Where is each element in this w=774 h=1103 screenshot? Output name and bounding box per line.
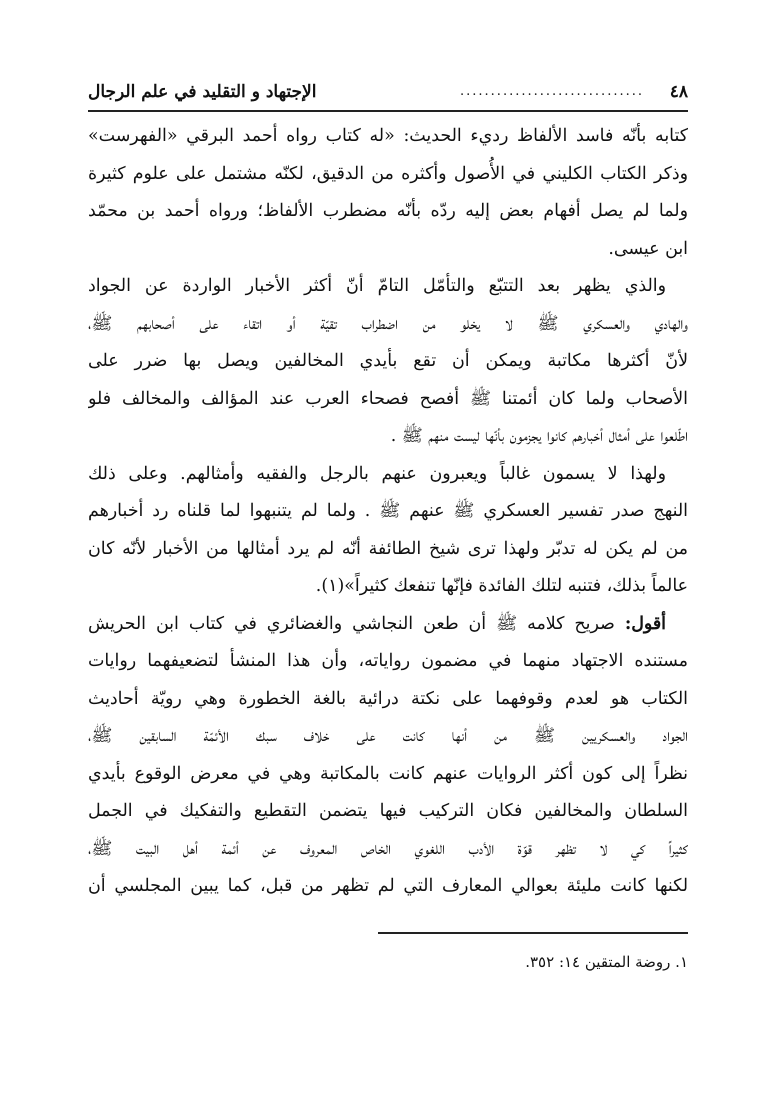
text-line: اطّلعوا على أمثال أخبارهم كانوا يجزمون بأنّها ليست منهم ﷺ .	[390, 426, 688, 446]
text-line: ابن عيسى.	[608, 238, 688, 259]
paragraph-4	[88, 606, 688, 906]
running-title: الإجتهاد و التقليد في علم الرجال	[88, 82, 317, 102]
text-line: عالماً بذلك، فتنبه لتلك الفائدة فإنّها تنفعك كثيراً»(١).	[315, 576, 688, 596]
footnote-separator	[378, 932, 688, 934]
text-line: نظراً إلى كون أكثر الروايات عنهم كانت بالمكاتبة وهي في معرض الوقوع بأيدي	[88, 763, 688, 784]
paragraph-2	[88, 268, 688, 456]
text-line: كثيراً كي لا تظهر قوّة الأدب اللغوي الخاص المعروف عن أئمة أهل البيت ﷺ،	[88, 838, 688, 859]
text-line: والهادي والعسكري ﷺ لا يخلو من اضطراب تقيّة أو اتقاء على أصحابهم ﷺ،	[88, 313, 688, 334]
header-dots: ..............................	[460, 84, 644, 99]
text-line: النهج صدر تفسير العسكري ﷺ عنهم ﷺ . ولما لم يتنبهوا لما قلناه رد أخبارهم	[88, 501, 688, 521]
text-line: لكنها كانت مليئة بعوالي المعارف التي لم تظهر من قبل، كما يبين المجلسي أن	[88, 876, 688, 896]
footnote: ١. روضة المتقين ١٤: ٣٥٢.	[525, 953, 688, 971]
paragraph-3	[88, 456, 688, 606]
text-line: السلطان والمخالفين فكان التركيب فيها يتضمن التقطيع والتفكيك في الجمل	[88, 801, 688, 821]
text-line: والذي يظهر بعد التتبّع والتأمّل التامّ أنّ أكثر الأخبار الواردة عن الجواد	[88, 276, 666, 296]
text-line: لأنّ أكثرها مكاتبة ويمكن أن تقع بأيدي المخالفين ويصل بها ضرر على	[88, 351, 688, 371]
text-line: كتابه بأنّه فاسد الألفاظ رديء الحديث: «له كتاب رواه أحمد البرقي «الفهرست»	[88, 126, 688, 146]
text-line: وذكر الكتاب الكليني في الأُصول وأكثره من الدقيق، لكنّه مشتمل على علوم كثيرة	[88, 163, 688, 184]
text-line: الكتاب هو لعدم وقوفهما على نكتة درائية بالغة الخطورة وهي رويّة أحاديث	[88, 688, 688, 709]
page-header	[88, 82, 688, 112]
text-line: صريح كلامه ﷺ أن طعن النجاشي والغضائري في كتاب ابن الحريش	[88, 613, 615, 634]
lead-word: أقول:	[624, 613, 666, 634]
text-line: ولما لم يصل أفهام بعض إليه ردّه بأنّه مضطرب الألفاظ؛ ورواه أحمد بن محمّد	[88, 201, 688, 221]
text-line: الأصحاب ولما كان أئمتنا ﷺ أفصح فصحاء العرب عند المؤالف والمخالف فلو	[88, 388, 688, 409]
paragraph-1	[88, 118, 688, 268]
text-line: ولهذا لا يسمون غالباً ويعبرون عنهم بالرجل والفقيه وأمثالهم. وعلى ذلك	[88, 463, 666, 484]
text-line: مستنده الاجتهاد منهما في مضمون رواياته، وأن هذا المنشأ لتضعيفهما روايات	[88, 651, 688, 671]
text-line: من لم يكن له تدبّر ولهذا ترى شيخ الطائفة أنّه لم يرد أمثالها من الأخبار لأنّه كان	[88, 538, 688, 559]
text-line-with-lead	[88, 606, 688, 644]
page-body	[88, 118, 688, 906]
page-number: ٤٨	[669, 82, 688, 102]
text-line: الجواد والعسكريين ﷺ من أنها كانت على خلاف سبك الأئمّة السابقين ﷺ،	[88, 726, 688, 746]
